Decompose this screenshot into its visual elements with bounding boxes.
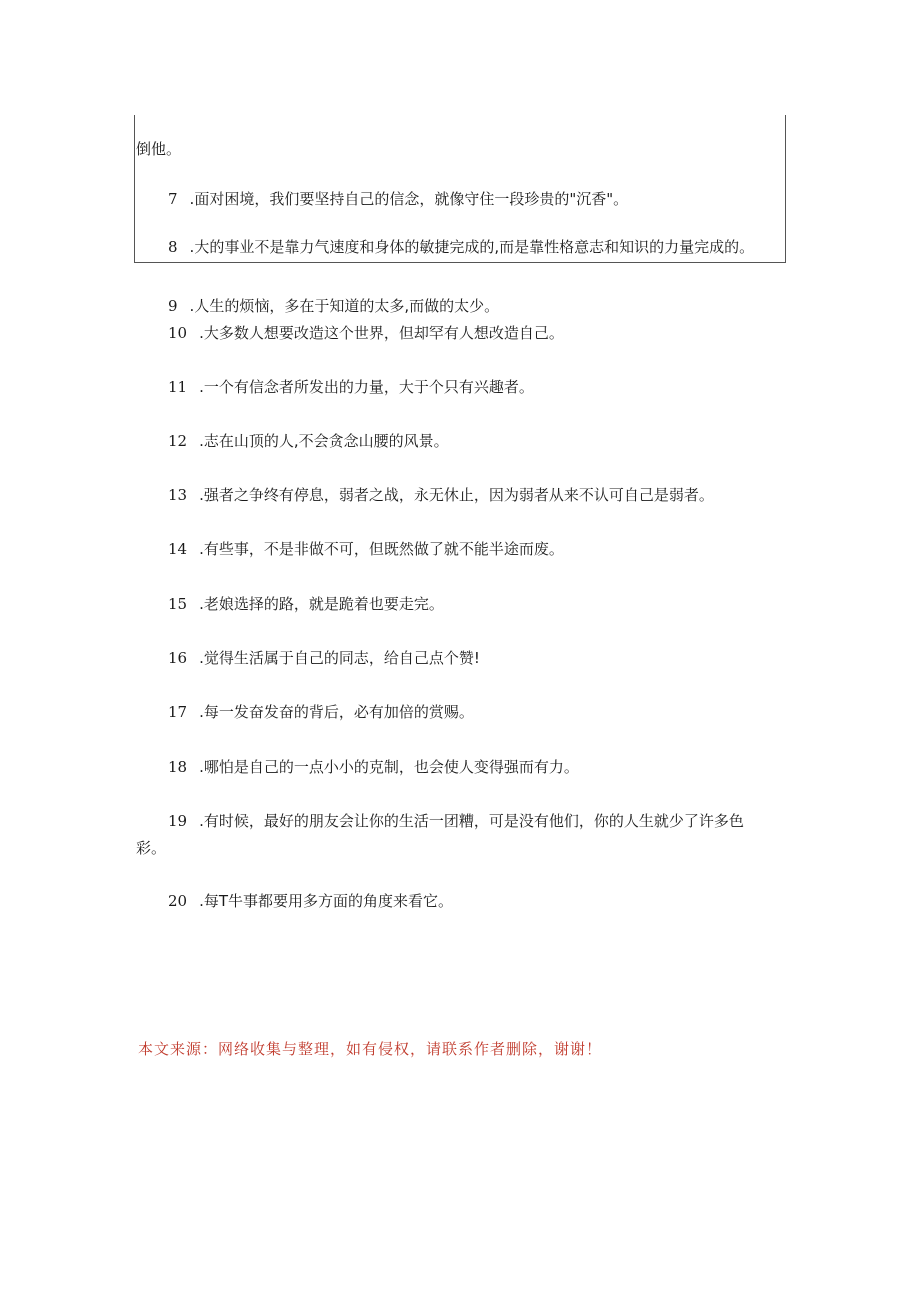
- item-text: .有时候，最好的朋友会让你的生活一团糟，可是没有他们，你的人生就少了许多色: [199, 812, 744, 830]
- item-number: 15: [168, 595, 188, 613]
- list-item: [168, 757, 579, 777]
- item-text: .人生的烦恼，多在于知道的太多,而做的太少。: [189, 297, 500, 315]
- source-disclaimer: 本文来源：网络收集与整理，如有侵权，请联系作者删除，谢谢！: [138, 1040, 603, 1058]
- item-number: 14: [168, 540, 188, 558]
- list-item: [168, 648, 480, 668]
- item-number: 8: [168, 238, 178, 256]
- item-text: .每一发奋发奋的背后，必有加倍的赏赐。: [199, 703, 474, 721]
- item-number: 7: [168, 190, 178, 208]
- item-text: .强者之争终有停息，弱者之战，永无休止，因为弱者从来不认可自己是弱者。: [199, 486, 714, 504]
- item-text: .大多数人想要改造这个世界，但却罕有人想改造自己。: [199, 324, 564, 342]
- list-item: [168, 485, 714, 505]
- item-number: 12: [168, 432, 188, 450]
- item-text: .老娘选择的路，就是跪着也要走完。: [199, 595, 444, 613]
- item-text: .志在山顶的人,不会贪念山腰的风景。: [199, 432, 449, 450]
- list-item: [168, 811, 744, 831]
- list-item: [168, 594, 444, 614]
- item-text: .觉得生活属于自己的同志，给自己点个赞!: [199, 649, 480, 667]
- list-item: [168, 237, 754, 257]
- item-number: 11: [168, 378, 188, 396]
- continuation-label: 倒他。: [136, 140, 182, 158]
- item-text: .有些事，不是非做不可，但既然做了就不能半途而废。: [199, 540, 564, 558]
- item-text: .面对困境，我们要坚持自己的信念，就像守住一段珍贵的"沉香"。: [189, 190, 629, 208]
- list-item: [168, 296, 499, 316]
- list-item: [168, 431, 449, 451]
- list-item: [168, 377, 534, 397]
- item-text: .每T牛事都要用多方面的角度来看它。: [199, 892, 454, 910]
- list-item: [168, 702, 474, 722]
- item-text-continuation: 彩。: [136, 839, 167, 857]
- list-item: [168, 539, 564, 559]
- list-item-continuation: [136, 838, 166, 858]
- list-item: [168, 323, 564, 343]
- item-number: 9: [168, 297, 178, 315]
- item-text: .一个有信念者所发出的力量，大于个只有兴趣者。: [199, 378, 534, 396]
- item-text: .哪怕是自己的一点小小的克制，也会使人变得强而有力。: [199, 758, 579, 776]
- item-number: 17: [168, 703, 188, 721]
- item-number: 18: [168, 758, 188, 776]
- item-number: 13: [168, 486, 188, 504]
- list-item: [168, 891, 453, 911]
- continuation-text: [136, 139, 181, 159]
- list-item: [168, 189, 628, 209]
- item-number: 19: [168, 812, 188, 830]
- item-text: .大的事业不是靠力气速度和身体的敏捷完成的,而是靠性格意志和知识的力量完成的。: [189, 238, 755, 256]
- item-number: 20: [168, 892, 188, 910]
- item-number: 16: [168, 649, 188, 667]
- item-number: 10: [168, 324, 188, 342]
